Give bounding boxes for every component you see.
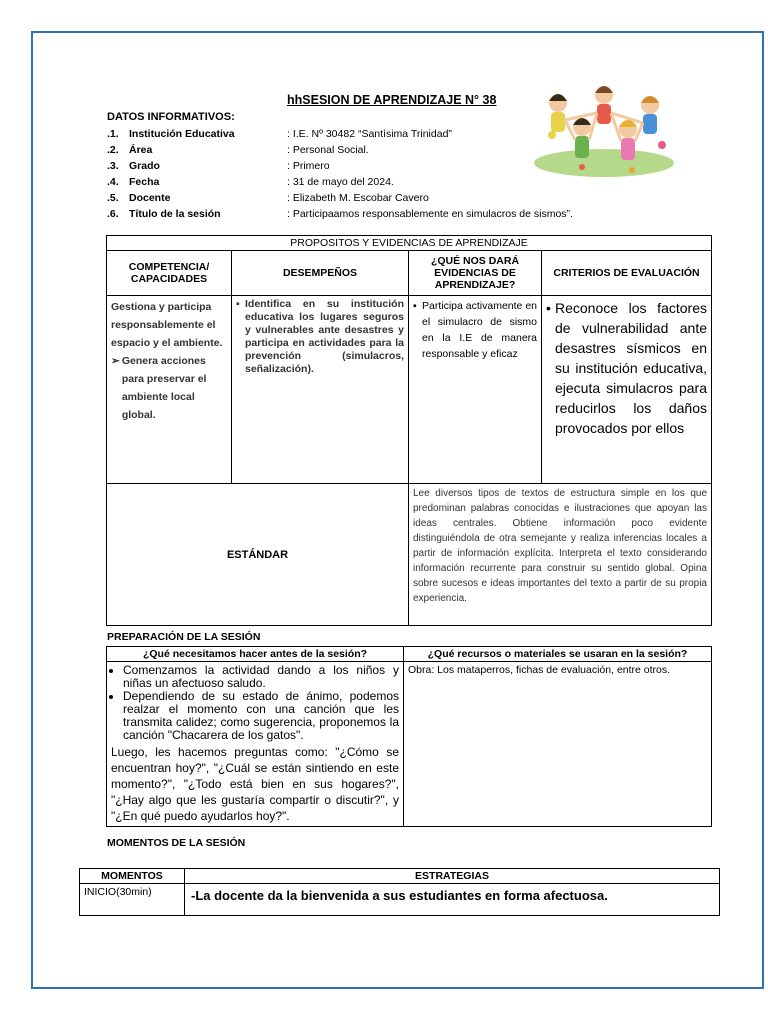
momentos-table xyxy=(79,868,720,916)
col-recursos: ¿Qué recursos o materiales se usaran en la sesión? xyxy=(404,647,712,662)
col-desempenos: DESEMPEÑOS xyxy=(232,251,409,296)
datos-informativos-heading: DATOS INFORMATIVOS: xyxy=(107,111,235,123)
session-title: hhSESION DE APRENDIZAJE N° 38 xyxy=(287,93,497,107)
list-item: • Comenzamos la actividad dando a los niños y niñas un afectuoso saludo. xyxy=(123,664,399,690)
col-competencia: COMPETENCIA/ CAPACIDADES xyxy=(107,251,232,296)
preguntas-paragraph: Luego, les hacemos preguntas como: "¿Cómo se encuentran hoy?", "¿Cuál se están sintiendo en este momento?", "¿Todo está bien en sus hogares?", "¿Hay algo que les gustaría compartir o discutir?", y "¿En qué puedo ayudarlos hoy?". xyxy=(111,745,399,823)
col-evidencias: ¿QUÉ NOS DARÁ EVIDENCIAS DE APRENDIZAJE? xyxy=(409,251,542,296)
children-playing-illustration xyxy=(522,75,686,183)
competencia-cell: Gestiona y participa responsablemente el espacio y el ambiente. ➢ Genera acciones para preservar el ambiente local global. xyxy=(107,296,232,484)
momentos-heading: MOMENTOS DE LA SESIÓN xyxy=(107,837,246,849)
inicio-estrategia-cell: -La docente da la bienvenida a sus estudiantes en forma afectuosa. xyxy=(185,884,720,916)
col-momentos: MOMENTOS xyxy=(80,869,185,884)
info-row-docente: .5. Docente : Elizabeth M. Escobar Cavero xyxy=(107,192,429,204)
info-row-grado: .3. Grado : Primero xyxy=(107,160,330,172)
arrow-bullet-icon: ➢ xyxy=(111,355,120,367)
info-row-fecha: .4. Fecha : 31 de mayo del 2024. xyxy=(107,176,394,188)
criterio-cell: • Reconoce los factores de vulnerabilidad ante desastres sísmicos en su institución educativa, ejecuta simulacros para reducirlos los daños provocados por ellos xyxy=(542,296,712,484)
inicio-cell: INICIO(30min) xyxy=(80,884,185,916)
info-row-institucion: .1. Institución Educativa : I.E. Nº 30482 “Santísima Trinidad” xyxy=(107,128,452,140)
recursos-cell: Obra: Los mataperros, fichas de evaluación, entre otros. xyxy=(404,662,712,827)
estandar-text: Lee diversos tipos de textos de estructura simple en los que predominan palabras conocidas e ilustraciones que apoyan las ideas centrales. Obtiene información poco evidente distinguiéndola de otra semejante y realiza inferencias locales a partir de información explícita. Interpreta el texto considerando información recurrente para construir su sentido global. Opina sobre sucesos e ideas importantes del texto a partir de su propia experiencia. xyxy=(409,484,712,626)
list-item: • Dependiendo de su estado de ánimo, podemos realzar el momento con una canción que les transmita calidez; como sugerencia, proponemos la canción "Chacarera de los gatos". xyxy=(123,690,399,742)
estandar-label: ESTÁNDAR xyxy=(107,484,409,626)
preparacion-heading: PREPARACIÓN DE LA SESIÓN xyxy=(107,631,261,643)
preparacion-antes-cell xyxy=(107,662,404,827)
col-criterios: CRITERIOS DE EVALUACIÓN xyxy=(542,251,712,296)
propositos-table xyxy=(106,235,712,626)
evidencia-cell: ▪ Participa activamente en el simulacro de sismo en la I.E de manera responsable y eficaz xyxy=(409,296,542,484)
info-row-area: .2. Área : Personal Social. xyxy=(107,144,369,156)
desempeno-cell: ▪ Identifica en su institución educativa los lugares seguros y vulnerables ante desastres y participa en actividades para la prevención (simulacros, señalización). xyxy=(232,296,409,484)
info-list xyxy=(107,126,573,222)
col-estrategias: ESTRATEGIAS xyxy=(185,869,720,884)
col-antes: ¿Qué necesitamos hacer antes de la sesión? xyxy=(107,647,404,662)
propositos-header: PROPOSITOS Y EVIDENCIAS DE APRENDIZAJE xyxy=(107,236,712,251)
preparacion-table xyxy=(106,646,712,827)
info-row-titulo: .6. Título de la sesión : Participaamos responsablemente en simulacros de sismos”. xyxy=(107,208,573,220)
